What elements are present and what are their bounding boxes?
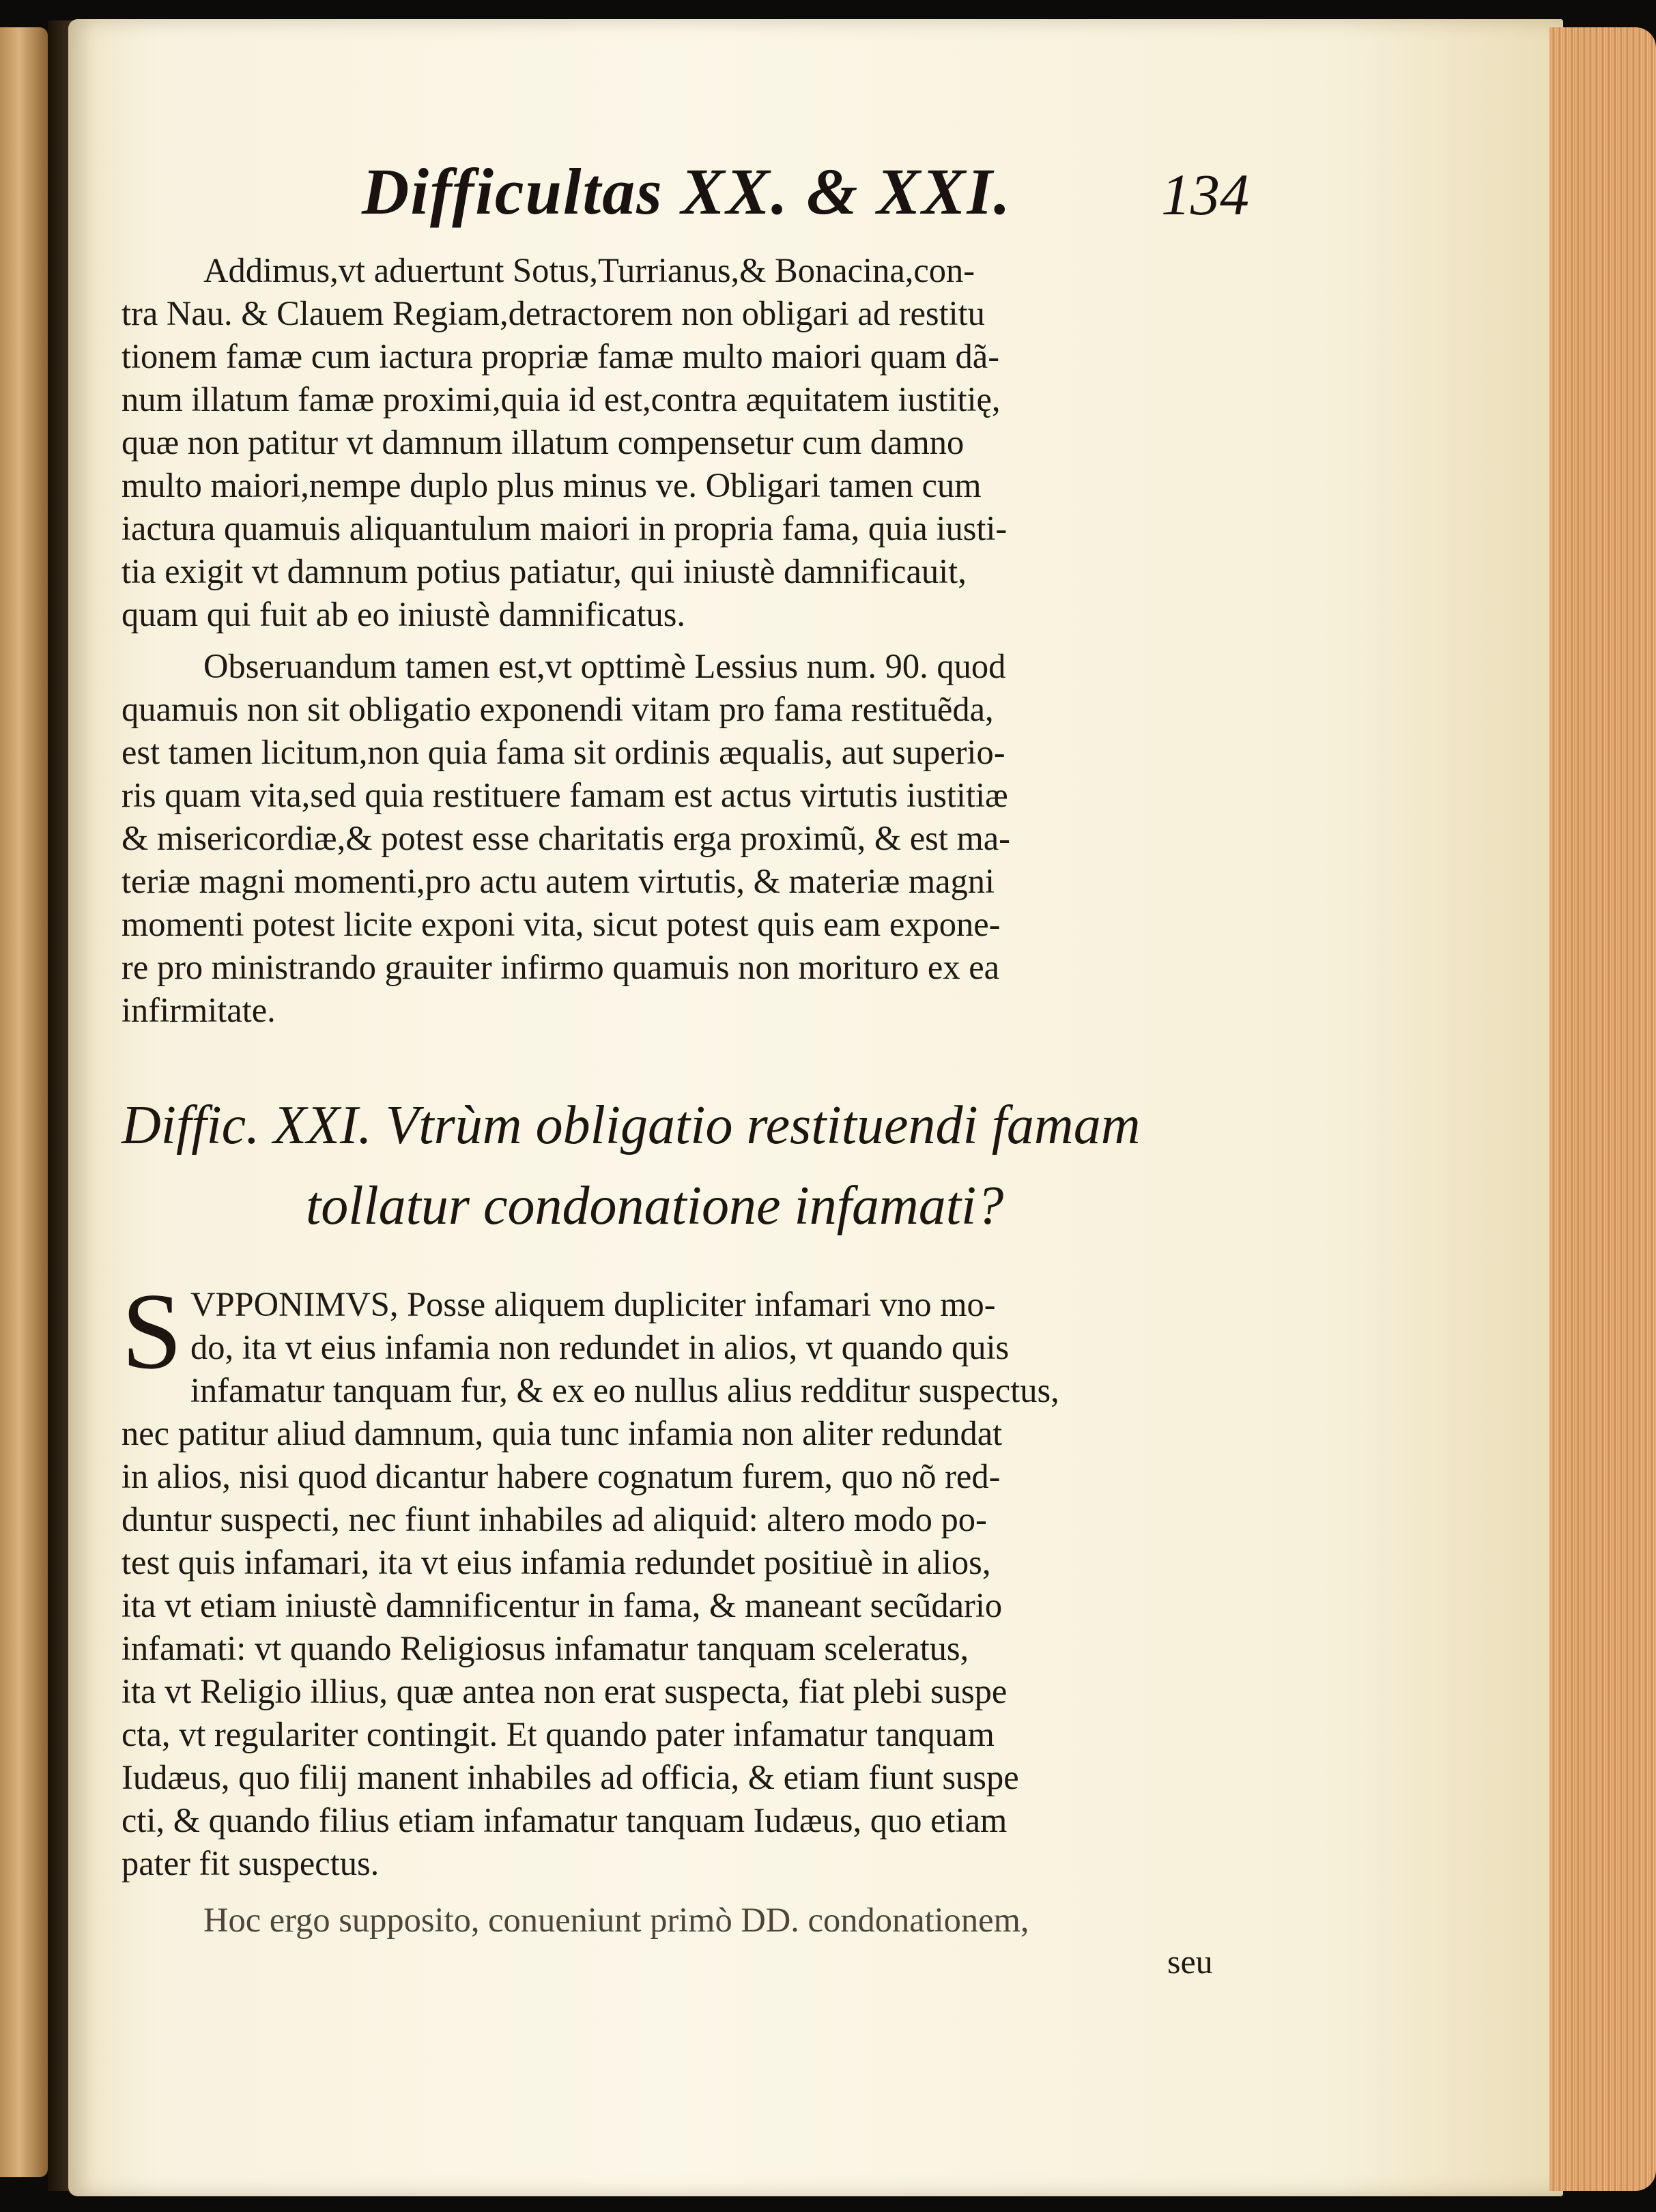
text-line: quam qui fuit ab eo iniustè damnificatus. [122,595,686,633]
text-line: duntur suspecti, nec fiunt inhabiles ad aliquid: altero modo po- [122,1500,987,1538]
text-line: quæ non patitur vt damnum illatum compensetur cum damno [122,423,965,461]
text-line: cti, & quando filius etiam infamatur tanquam Iudæus, quo etiam [122,1801,1008,1839]
text-line: infamati: vt quando Religiosus infamatur tanquam sceleratus, [122,1629,969,1667]
paragraph-1 [122,249,1248,636]
text-line: test quis infamari, ita vt eius infamia redundet positiuè in alios, [122,1543,991,1581]
text-line: Hoc ergo supposito, conueniunt primò DD. condonationem, [203,1901,1029,1939]
text-line: num illatum famæ proximi,quia id est,contra æquitatem iustitię, [122,380,1001,418]
text-line: & misericordiæ,& potest esse charitatis erga proximũ, & est ma- [122,819,1010,857]
text-line: momenti potest licite exponi vita, sicut potest quis eam expone- [122,905,1001,943]
paragraph-3-lines [122,1270,1248,1885]
text-line: VPPONIMVS, Posse aliquem dupliciter infamari vno mo- [190,1285,996,1323]
page-number: 134 [1161,162,1249,227]
text-line: ita vt etiam iniustè damnificentur in fama, & maneant secũdario [122,1586,1003,1624]
text-line: infamatur tanquam fur, & ex eo nullus alius redditur suspectus, [190,1371,1059,1409]
text-line: re pro ministrando grauiter infirmo quamuis non morituro ex ea [122,948,1000,986]
running-head-title: Difficultas XX. & XXI. [362,155,1012,228]
heading-line: Diffic. XXI. Vtrùm obligatio restituendi famam [122,1095,1141,1155]
text-line: do, ita vt eius infamia non redundet in alios, vt quando quis [190,1328,1010,1366]
drop-cap: S [122,1270,182,1392]
heading-line: tollatur condonatione infamati? [306,1176,1004,1236]
paragraph-4 [122,1899,1248,1942]
paragraph-2 [122,645,1248,1032]
text-line: multo maiori,nempe duplo plus minus ve. Obligari tamen cum [122,466,982,504]
text-line: teriæ magni momenti,pro actu autem virtutis, & materiæ magni [122,862,995,900]
text-line: iactura quamuis aliquantulum maiori in propria fama, quia iusti- [122,509,1008,547]
text-line: nec patitur aliud damnum, quia tunc infamia non aliter redundat [122,1414,1003,1452]
running-head [362,154,1263,235]
text-line: Obseruandum tamen est,vt opttimè Lessius num. 90. quod [203,647,1006,685]
text-line: ris quam vita,sed quia restituere famam est actus virtutis iustitiæ [122,776,1008,814]
book-fore-edge [1550,27,1656,2191]
catchword: seu [1167,1942,1213,1981]
text-line: est tamen licitum,non quia fama sit ordinis æqualis, aut superio- [122,733,1005,771]
text-line: infirmitate. [122,991,276,1029]
text-line: tionem famæ cum iactura propriæ famæ multo maiori quam dã- [122,337,1000,375]
text-line: in alios, nisi quod dicantur habere cognatum furem, quo nõ red- [122,1457,1001,1495]
previous-page-edge [0,27,48,2177]
text-line: cta, vt regulariter contingit. Et quando pater infamatur tanquam [122,1715,995,1753]
text-line: tia exigit vt damnum potius patiatur, qui iniustè damnificauit, [122,552,967,590]
text-line: pater fit suspectus. [122,1844,380,1882]
text-line: Addimus,vt aduertunt Sotus,Turrianus,& Bonacina,con- [203,251,975,289]
section-heading [122,1085,1248,1246]
text-line: tra Nau. & Clauem Regiam,detractorem non obligari ad restitu [122,294,985,332]
text-line: Iudæus, quo filij manent inhabiles ad officia, & etiam fiunt suspe [122,1758,1019,1796]
text-line: ita vt Religio illius, quæ antea non erat suspecta, fiat plebi suspe [122,1672,1008,1710]
text-line: quamuis non sit obligatio exponendi vitam pro fama restituẽda, [122,690,994,728]
paragraph-3 [122,1270,1248,1885]
